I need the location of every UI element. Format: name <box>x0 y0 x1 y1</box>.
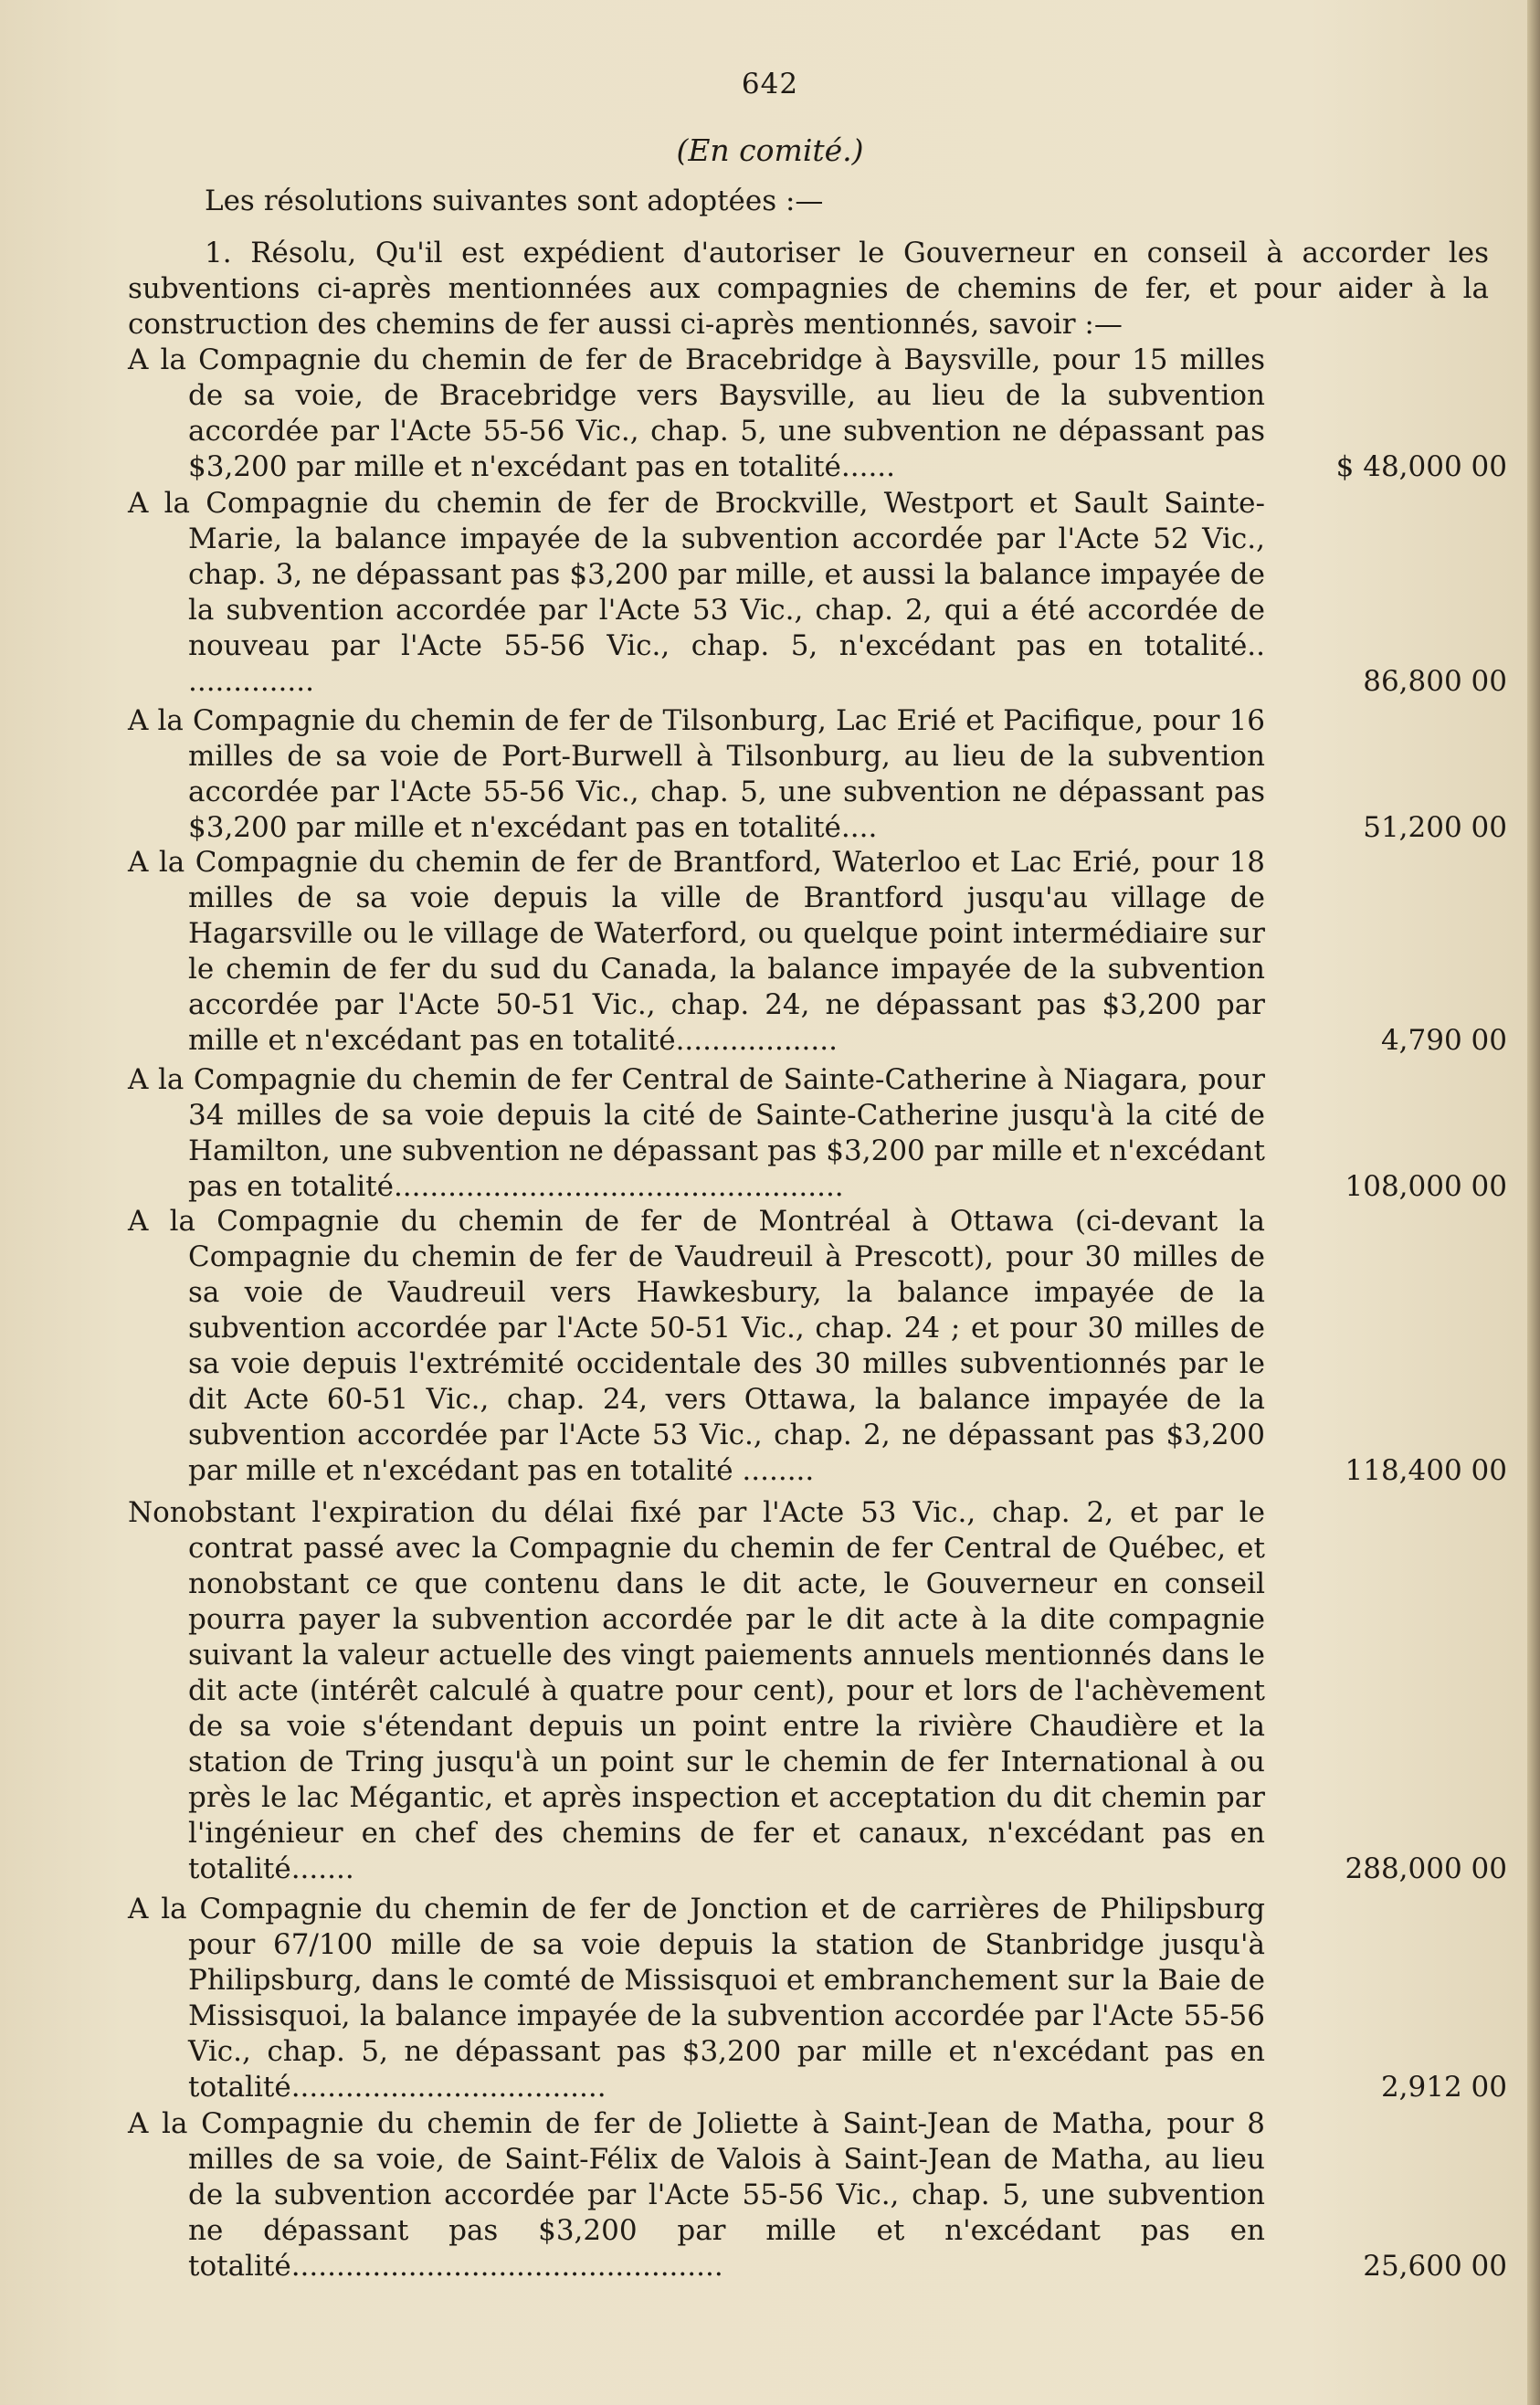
grant-text: A la Compagnie du chemin de fer Central de Sainte-Catherine à Niagara, pour 34 milles de sa voie depuis la cité de Sainte-Catherine jusqu'à la cité de Hamilton, une subvention ne dépassant pas $3,200 par mille et n'excédant pas en totalité.................................................. <box>128 1063 1265 1203</box>
grant-amount: 4,790 00 <box>1380 1024 1507 1057</box>
section-heading: (En comité.) <box>676 132 864 168</box>
grant-amount: 2,912 00 <box>1380 2071 1507 2104</box>
grant-text: A la Compagnie du chemin de fer de Brockville, Westport et Sault Sainte-Marie, la balance impayée de la subvention accordée par l'Acte 52 Vic., chap. 3, ne dépassant pas $3,200 par mille, et aussi la balance impayée de la subvention accordée par l'Acte 53 Vic., chap. 2, qui a été accordée de nouveau par l'Acte 55-56 Vic., chap. 5, n'excédant pas en totalité.. .............. <box>128 487 1265 698</box>
grant-amount: 51,200 00 <box>1363 811 1507 844</box>
grant-text: Nonobstant l'expiration du délai fixé par l'Acte 53 Vic., chap. 2, et par le contrat passé avec la Compagnie du chemin de fer Central de Québec, et nonobstant ce que contenu dans le dit acte, le Gouverneur en conseil pourra payer la subvention accordée par le dit acte à la dite compagnie suivant la valeur actuelle des vingt paiements annuels mentionnés dans le dit acte (intérêt calculé à quatre pour cent), pour et lors de l'achèvement de sa voie s'étendant depuis un point entre la rivière Chaudière et la station de Tring jusqu'à un point sur le chemin de fer International à ou près le lac Mégantic, et après inspection et acceptation du dit chemin par l'ingénieur en chef des chemins de fer et canaux, n'excédant pas en totalité....... <box>128 1496 1265 1885</box>
grant-amount: 288,000 00 <box>1345 1852 1507 1885</box>
intro-line: Les résolutions suivantes sont adoptées :— <box>205 185 824 217</box>
grant-amount: 108,000 00 <box>1345 1170 1507 1203</box>
grant-entry <box>128 1204 1507 1489</box>
grant-text: A la Compagnie du chemin de fer de Montréal à Ottawa (ci-devant la Compagnie du chemin de fer de Vaudreuil à Prescott), pour 30 milles de sa voie de Vaudreuil vers Hawkesbury, la balance impayée de la subvention accordée par l'Acte 50-51 Vic., chap. 24 ; et pour 30 milles de sa voie depuis l'extrémité occidentale des 30 milles subventionnés par le dit Acte 60-51 Vic., chap. 24, vers Ottawa, la balance impayée de la subvention accordée par l'Acte 53 Vic., chap. 2, ne dépassant pas $3,200 par mille et n'excédant pas en totalité ........ <box>128 1205 1265 1487</box>
grant-text: A la Compagnie du chemin de fer de Brantford, Waterloo et Lac Erié, pour 18 milles de sa voie depuis la ville de Brantford jusqu'au village de Hagarsville ou le village de Waterford, ou quelque point intermédiaire sur le chemin de fer du sud du Canada, la balance impayée de la subvention accordée par l'Acte 50-51 Vic., chap. 24, ne dépassant pas $3,200 par mille et n'excédant pas en totalité.................. <box>128 846 1265 1057</box>
grant-amount: $ 48,000 00 <box>1335 450 1507 483</box>
grant-entry <box>128 2106 1507 2284</box>
grant-entry <box>128 703 1507 846</box>
page-spine-shadow <box>1527 0 1540 2405</box>
grant-text: A la Compagnie du chemin de fer de Tilsonburg, Lac Erié et Pacifique, pour 16 milles de sa voie de Port-Burwell à Tilsonburg, au lieu de la subvention accordée par l'Acte 55-56 Vic., chap. 5, une subvention ne dépassant pas $3,200 par mille et n'excédant pas en totalité.... <box>128 704 1265 844</box>
grant-entry <box>128 486 1507 700</box>
grant-amount: 86,800 00 <box>1363 665 1507 698</box>
grant-entry <box>128 1495 1507 1887</box>
grant-entry <box>128 1062 1507 1205</box>
grant-entry <box>128 343 1507 485</box>
grant-text: A la Compagnie du chemin de fer de Jonction et de carrières de Philipsburg pour 67/100 mille de sa voie depuis la station de Stanbridge jusqu'à Philipsburg, dans le comté de Missisquoi et embranchement sur la Baie de Missisquoi, la balance impayée de la subvention accordée par l'Acte 55-56 Vic., chap. 5, ne dépassant pas $3,200 par mille et n'excédant pas en totalité................................... <box>128 1893 1265 2104</box>
grant-entry <box>128 845 1507 1059</box>
page-number: 642 <box>741 68 799 100</box>
resolution-preamble: 1. Résolu, Qu'il est expédient d'autoriser le Gouverneur en conseil à accorder les subventions ci-après mentionnées aux compagnies de chemins de fer, et pour aider à la construction des chemins de fer aussi ci-après mentionnés, savoir :— <box>128 237 1489 341</box>
grant-text: A la Compagnie du chemin de fer de Bracebridge à Baysville, pour 15 milles de sa voie, de Bracebridge vers Baysville, au lieu de la subvention accordée par l'Acte 55-56 Vic., chap. 5, une subvention ne dépassant pas $3,200 par mille et n'excédant pas en totalité...... <box>128 343 1265 483</box>
grant-entry <box>128 1892 1507 2105</box>
grant-text: A la Compagnie du chemin de fer de Joliette à Saint-Jean de Matha, pour 8 milles de sa voie, de Saint-Félix de Valois à Saint-Jean de Matha, au lieu de la subvention accordée par l'Acte 55-56 Vic., chap. 5, une subvention ne dépassant pas $3,200 par mille et n'excédant pas en totalité................................................ <box>128 2107 1265 2283</box>
grant-amount: 118,400 00 <box>1345 1454 1507 1487</box>
grant-amount: 25,600 00 <box>1363 2250 1507 2283</box>
